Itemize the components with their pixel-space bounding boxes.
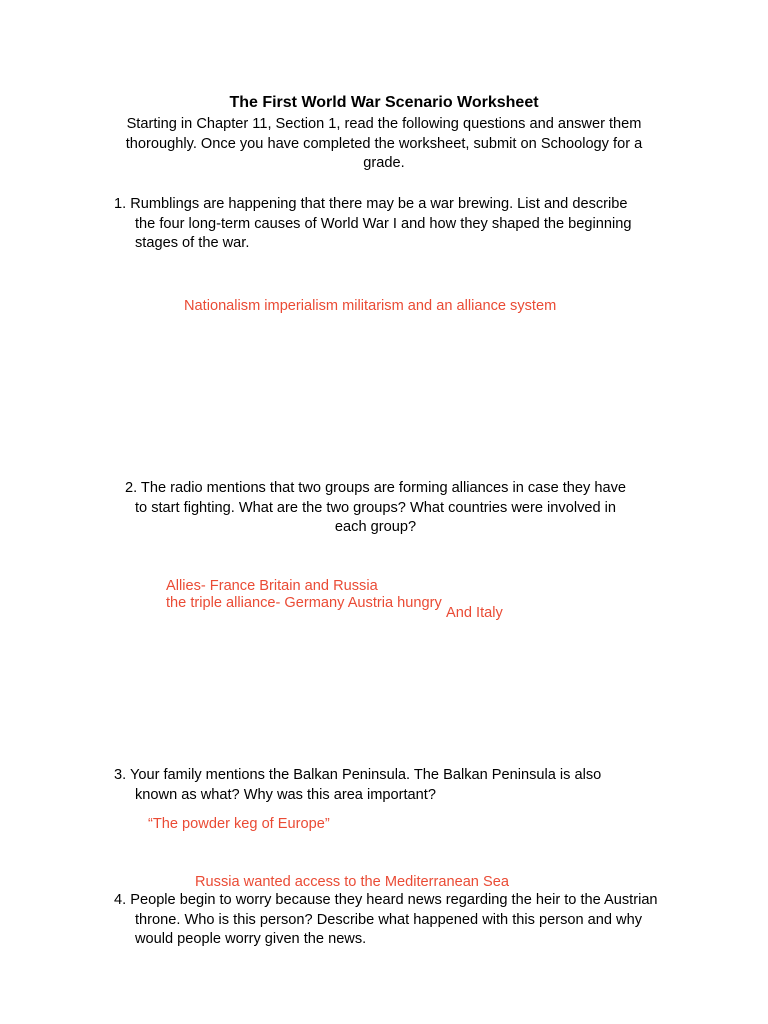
instructions-paragraph [114, 115, 654, 174]
question-4-line: 4. People begin to worry because they heard news regarding the heir to the Austrian [114, 892, 658, 908]
answer-2-triple-alliance: the triple alliance- Germany Austria hungry [166, 595, 442, 611]
question-4-line: throne. Who is this person? Describe what happened with this person and why [135, 911, 643, 928]
page-title: The First World War Scenario Worksheet [229, 94, 539, 111]
question-1-line: the four long-term causes of World War I and how they shaped the beginning [135, 215, 632, 232]
answer-2-allies: Allies- France Britain and Russia [166, 578, 378, 594]
question-3-line: known as what? Why was this area important? [135, 786, 436, 803]
question-2-line: each group? [334, 519, 417, 535]
question-1-line: 1. Rumblings are happening that there may be a war brewing. List and describe [114, 196, 628, 212]
answer-3-nickname: “The powder keg of Europe” [148, 816, 330, 832]
question-1 [114, 195, 631, 254]
question-3-line: 3. Your family mentions the Balkan Peninsula. The Balkan Peninsula is also [114, 767, 602, 783]
question-4-line: would people worry given the news. [135, 931, 367, 947]
question-2-line: 2. The radio mentions that two groups are forming alliances in case they have [124, 480, 627, 496]
question-2-line: to start fighting. What are the two groups? What countries were involved in [134, 499, 617, 516]
answer-2-addon: And Italy [446, 605, 503, 621]
instructions-line: grade. [363, 155, 405, 171]
instructions-line: Starting in Chapter 11, Section 1, read the following questions and answer them [126, 116, 642, 132]
question-4 [114, 891, 658, 950]
instructions-line: thoroughly. Once you have completed the worksheet, submit on Schoology for a [125, 135, 643, 152]
answer-1: Nationalism imperialism militarism and an alliance system [184, 298, 557, 314]
question-2 [114, 479, 637, 538]
question-1-line: stages of the war. [135, 235, 250, 251]
answer-3-importance: Russia wanted access to the Mediterranean Sea [195, 874, 509, 890]
question-3 [114, 766, 601, 805]
